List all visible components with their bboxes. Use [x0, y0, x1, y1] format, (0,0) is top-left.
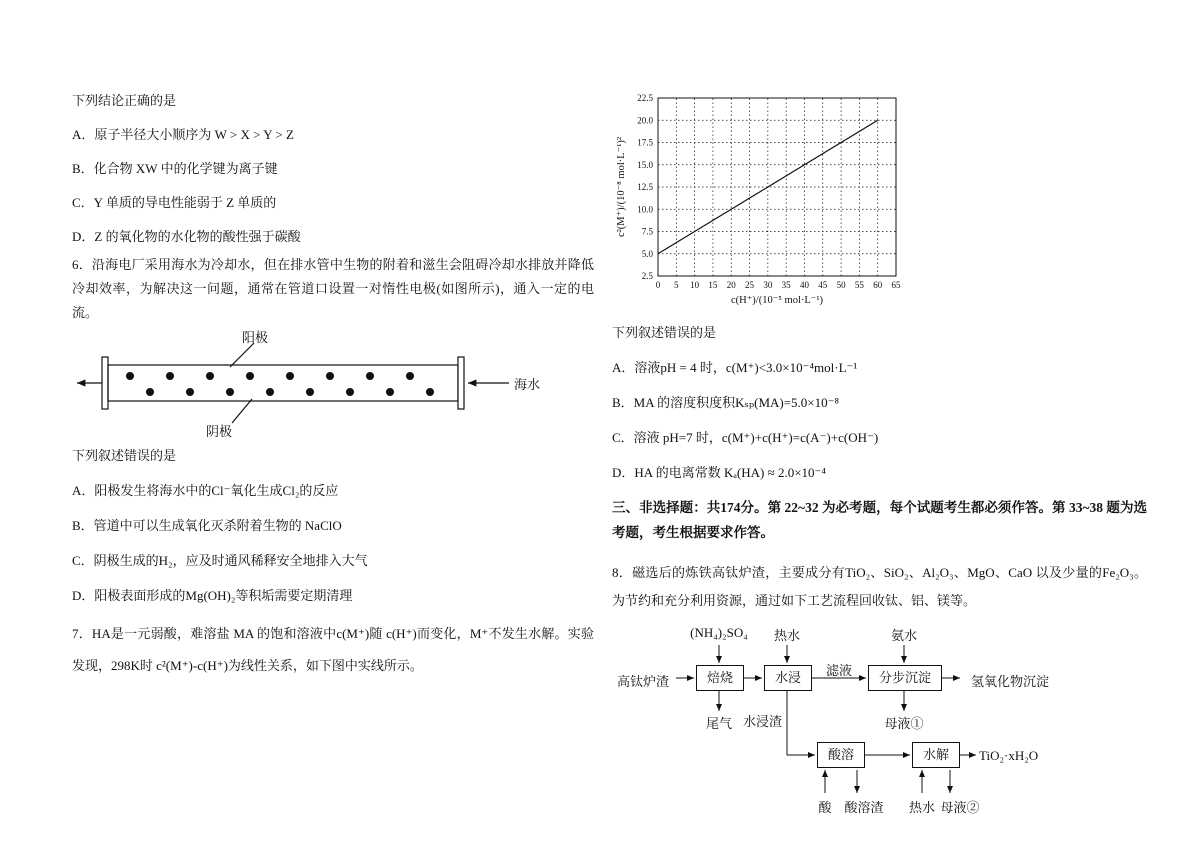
- svg-text:25: 25: [745, 280, 755, 290]
- q7-option-d: D．HA 的电离常数 Kₐ(HA) ≈ 2.0×10⁻⁴: [612, 465, 826, 480]
- svg-text:10.0: 10.0: [637, 204, 653, 215]
- flow-label-acid-residue: 酸溶渣: [844, 799, 884, 815]
- flow-label-product-tio2: TiO₂·xH₂O: [979, 747, 1039, 763]
- q7-text: 7．HA是一元弱酸，难溶盐 MA 的饱和溶液中c(M⁺)随 c(H⁺)而变化，M⁺不发生水解。实验发现，298K时 c²(M⁺)-c(H⁺)为线性关系，如下图中实线所示。: [72, 626, 594, 673]
- process-flow-diagram: [612, 624, 1147, 822]
- flow-label-tail-gas: 尾气: [705, 715, 732, 731]
- flow-box-hydrolysis: 水解: [912, 742, 960, 768]
- svg-text:5: 5: [674, 280, 679, 290]
- section3-header: 三、非选择题：共174分。第 22~32 为必考题，每个试题考生都必须作答。第 33~38 题为选考题，考生根据要求作答。: [612, 500, 1147, 540]
- svg-text:5.0: 5.0: [641, 248, 653, 259]
- anode-label: 阳极: [242, 330, 269, 345]
- q6-option-b: B．管道中可以生成氧化灭杀附着生物的 NaClO: [72, 518, 342, 533]
- q5-option-c: C．Y 单质的导电性能弱于 Z 单质的: [72, 195, 277, 210]
- svg-text:20: 20: [726, 280, 736, 290]
- flow-box-acid-dissolve: 酸溶: [817, 742, 865, 768]
- q6-option-a: A．阳极发生将海水中的Cl⁻氧化生成Cl₂的反应: [72, 483, 339, 498]
- cathode-pointer-line: [232, 399, 252, 423]
- svg-text:45: 45: [818, 280, 828, 290]
- electrode-pipe-diagram: [72, 329, 594, 441]
- flow-label-hydroxide-precipitate: 氢氧化物沉淀: [970, 673, 1049, 689]
- svg-text:2.5: 2.5: [641, 271, 653, 281]
- svg-text:65: 65: [891, 280, 901, 290]
- svg-text:17.5: 17.5: [637, 137, 653, 148]
- svg-text:50: 50: [836, 280, 846, 290]
- column-left: [72, 90, 594, 682]
- svg-text:30: 30: [763, 280, 773, 290]
- flow-box-leach: 水浸: [764, 665, 812, 691]
- svg-text:15: 15: [708, 280, 718, 290]
- flow-box-roast: 焙烧: [696, 665, 744, 691]
- chart-container: [612, 84, 1147, 322]
- flow-label-filtrate: 滤液: [825, 662, 852, 678]
- q5-option-a: A．原子半径大小顺序为 W > X > Y > Z: [72, 127, 294, 142]
- q5-option-b: B．化合物 XW 中的化学键为离子键: [72, 161, 278, 176]
- svg-text:35: 35: [781, 280, 791, 290]
- svg-text:c²(M⁺)/(10⁻⁸ mol·L⁻¹)²: c²(M⁺)/(10⁻⁸ mol·L⁻¹)²: [616, 136, 627, 238]
- flow-label-leach-residue: 水浸渣: [742, 713, 782, 729]
- concentration-line-chart: [612, 84, 932, 322]
- q7-option-a: A．溶液pH = 4 时，c(M⁺)<3.0×10⁻⁴mol·L⁻¹: [612, 360, 858, 375]
- cathode-label: 阴极: [206, 424, 233, 439]
- flow-label-hot-water-in: 热水: [773, 627, 800, 643]
- q6-option-d: D．阳极表面形成的Mg(OH)₂等积垢需要定期清理: [72, 588, 353, 603]
- q7-option-b: B．MA 的溶度积度积Kₛₚ(MA)=5.0×10⁻⁸: [612, 395, 840, 410]
- q8-text: 8．磁选后的炼铁高钛炉渣，主要成分有TiO₂、SiO₂、Al₂O₃、MgO、CaO 以及少量的Fe₂O₃。为节约和充分利用资源，通过如下工艺流程回收钛、铝、镁等。: [612, 564, 1147, 608]
- flow-label-acid: 酸: [818, 799, 832, 815]
- flow-label-mother-liquor-1: 母液①: [884, 715, 924, 731]
- svg-text:c(H⁺)/(10⁻⁵ mol·L⁻¹): c(H⁺)/(10⁻⁵ mol·L⁻¹): [731, 295, 823, 306]
- flow-label-ammonium-sulfate: (NH₄)₂SO₄: [690, 624, 748, 640]
- flow-box-precipitate: 分步沉淀: [868, 665, 942, 691]
- electrode-dots: [126, 372, 434, 396]
- flow-label-hot-water-2: 热水: [908, 799, 935, 815]
- q7-option-c: C．溶液 pH=7 时，c(M⁺)+c(H⁺)=c(A⁻)+c(OH⁻): [612, 430, 879, 445]
- svg-text:7.5: 7.5: [641, 226, 653, 237]
- flow-label-start-slag: 高钛炉渣: [616, 673, 669, 689]
- svg-text:0: 0: [655, 280, 661, 290]
- svg-text:60: 60: [873, 280, 883, 290]
- q5-stem: 下列结论正确的是: [72, 93, 177, 108]
- q7-stem: 下列叙述错误的是: [612, 325, 717, 340]
- seawater-label: 海水: [514, 377, 541, 392]
- svg-text:55: 55: [854, 280, 864, 290]
- q6-stem: 下列叙述错误的是: [72, 448, 177, 463]
- flow-label-ammonia: 氨水: [890, 627, 917, 643]
- q6-text: 6．沿海电厂采用海水为冷却水，但在排水管中生物的附着和滋生会阻碍冷却水排放并降低冷却效率，为解决这一问题，通常在管道口设置一对惰性电极(如图所示)，通入一定的电流。: [72, 257, 594, 320]
- q5-option-d: D．Z 的氧化物的水化物的酸性强于碳酸: [72, 229, 301, 244]
- svg-text:20.0: 20.0: [637, 115, 653, 126]
- svg-text:40: 40: [799, 280, 809, 290]
- anode-pointer-line: [230, 343, 254, 367]
- svg-text:12.5: 12.5: [637, 182, 653, 192]
- pipe-drawing: [72, 329, 572, 441]
- column-right: [612, 84, 1147, 822]
- svg-text:22.5: 22.5: [637, 93, 653, 103]
- svg-text:10: 10: [690, 280, 700, 290]
- svg-text:15.0: 15.0: [637, 159, 653, 170]
- flow-label-mother-liquor-2: 母液②: [940, 799, 980, 815]
- q6-option-c: C．阴极生成的H₂，应及时通风稀释安全地排入大气: [72, 553, 368, 568]
